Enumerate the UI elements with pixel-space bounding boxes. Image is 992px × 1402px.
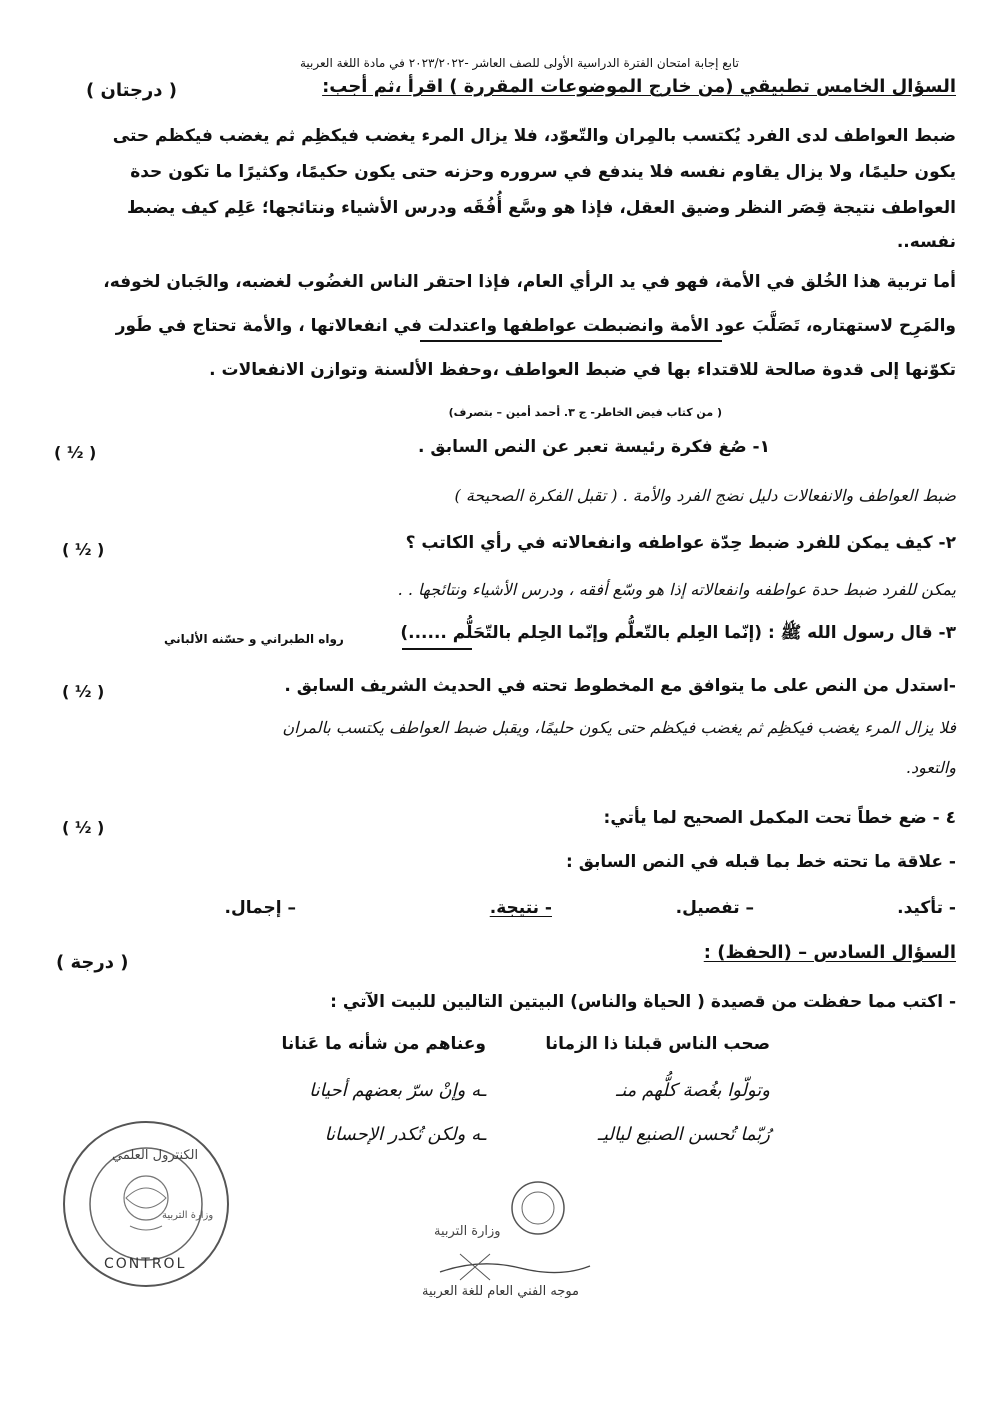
- q5-title: السؤال الخامس تطبيقي (من خارج الموضوعات المقررة ) اقرأ ،ثم أجب:: [322, 76, 956, 97]
- q6-instruction: - اكتب مما حفظت من قصيدة ( الحياة والناس) البيتين التاليين للبيت الآتي :: [330, 992, 956, 1012]
- paragraph-line: أما تربية هذا الخُلق في الأمة، فهو في يد الرأي العام، فإذا احتقر الناس الغضُوب لغضبه، والجَبان لخوفه،: [103, 272, 956, 292]
- paragraph-line: تكوّنها إلى قدوة صالحة للاقتداء بها في ضبط العواطف ،وحفظ الألسنة وتوازن الانفعالات .: [209, 360, 956, 380]
- control-stamp-side-text: وزارة التربية: [162, 1210, 214, 1221]
- answer-2: يمكن للفرد ضبط حدة عواطفه وانفعالاته إذا هو وسّع أفقه ، ودرس الأشياء ونتائجها . .: [397, 580, 956, 599]
- control-stamp: [60, 1118, 232, 1290]
- question-2-mark: ( ½ ): [62, 540, 105, 559]
- verse-2-first: وتولّوا بغُصة كلُّهم منـ: [615, 1080, 770, 1101]
- control-stamp-top-text: الكنترول العلمي: [112, 1148, 199, 1163]
- question-2: ٢- كيف يمكن للفرد ضبط حِدّة عواطفه وانفعالاته في رأي الكاتب ؟: [405, 533, 956, 553]
- question-1: ١- صُغ فكرة رئيسة تعبر عن النص السابق .: [418, 437, 770, 457]
- verse-1-first: صحب الناس قبلنا ذا الزمانا: [545, 1034, 770, 1054]
- option-detail: – تفصيل.: [675, 898, 754, 918]
- question-4-prompt: - علاقة ما تحته خط بما قبله في النص السابق :: [565, 852, 956, 872]
- paragraph-line: نفسه..: [896, 232, 956, 252]
- q5-grade: ( درجتان ): [86, 80, 178, 101]
- question-4-mark: ( ½ ): [62, 818, 105, 837]
- question-3: ٣- قال رسول الله ﷺ : (إنّما العِلم بالتّعلُّم وإنّما الحِلم بالتّحَلُّم ......): [400, 623, 956, 643]
- hadith-narration: رواه الطبراني و حسّنه الألباني: [164, 632, 344, 646]
- option-summary: – إجمال.: [224, 898, 296, 918]
- underline-mark: [420, 340, 722, 342]
- answer-3-line: فلا يزال المرء يغضب فيكظِم ثم يغضب فيكظم حتى يكون حليمًا، ويقبل ضبط العواطف يكتسب بالمران: [282, 718, 956, 737]
- question-3-mark: ( ½ ): [62, 682, 105, 701]
- paragraph-line: ضبط العواطف لدى الفرد يُكتسب بالمِران والتّعوّد، فلا يزال المرء يغضب فيكظِم ثم يغضب فيكظم حتى: [112, 126, 956, 146]
- paragraph-line: العواطف نتيجة قِصَر النظر وضيق العقل، فإذا هو وسَّع أُفُقَه ودرس الأشياء ونتائجها؛ عَلِم كيف يضبط: [126, 198, 956, 218]
- hadith-underline: [402, 648, 472, 650]
- supervisor-stamp-top-text: وزارة التربية: [434, 1224, 501, 1239]
- verse-3-second: ـه ولكن تُكدر الإحسانا: [324, 1124, 486, 1145]
- option-result-correct: - نتيجة.: [489, 898, 552, 918]
- question-4: ٤ - ضع خطاً تحت المكمل الصحيح لما يأتي:: [603, 808, 956, 828]
- verse-1-second: وعناهم من شأنه ما عَنانا: [281, 1034, 486, 1054]
- verse-3-first: رُبّما تُحسن الصنيع لياليـ: [597, 1124, 770, 1145]
- verse-2-second: ـه وإنْ سرّ بعضهم أحيانا: [309, 1080, 486, 1101]
- supervisor-stamp: [420, 1168, 600, 1318]
- control-stamp-bottom-text: CONTROL: [104, 1256, 187, 1272]
- supervisor-stamp-bottom-text: موجه الفني العام للغة العربية: [422, 1284, 580, 1299]
- paragraph-line: يكون حليمًا، ولا يزال يقاوم نفسه فلا يندفع في سروره وحزنه حتى يكون حكيمًا، وكثيرًا ما تكون حدة: [130, 162, 956, 182]
- q6-title: السؤال السادس – (الحفظ) :: [703, 942, 956, 963]
- exam-header: تابع إجابة امتحان الفترة الدراسية الأولى للصف العاشر -٢٠٢٣/٢٠٢٢ في مادة اللغة العربية: [300, 56, 739, 70]
- answer-1: ضبط العواطف والانفعالات دليل نضج الفرد والأمة . ( تقبل الفكرة الصحيحة ): [454, 486, 956, 505]
- q6-grade: ( درجة ): [56, 952, 129, 973]
- option-confirm: - تأكيد.: [897, 898, 956, 918]
- question-3-prompt: -استدل من النص على ما يتوافق مع المخطوط تحته في الحديث الشريف السابق .: [284, 676, 956, 696]
- source-citation: ( من كتاب فيض الخاطر- ج ٣. أحمد أمين – بتصرف): [448, 406, 722, 419]
- answer-3-line: والتعود.: [905, 758, 956, 777]
- paragraph-line: والمَرِح لاستهتاره، تَصَلَّبَ عود الأمة وانضبطت عواطفها واعتدلت في انفعالاتها ، والأمة تحتاج في طَور: [115, 316, 956, 336]
- question-1-mark: ( ½ ): [54, 443, 97, 462]
